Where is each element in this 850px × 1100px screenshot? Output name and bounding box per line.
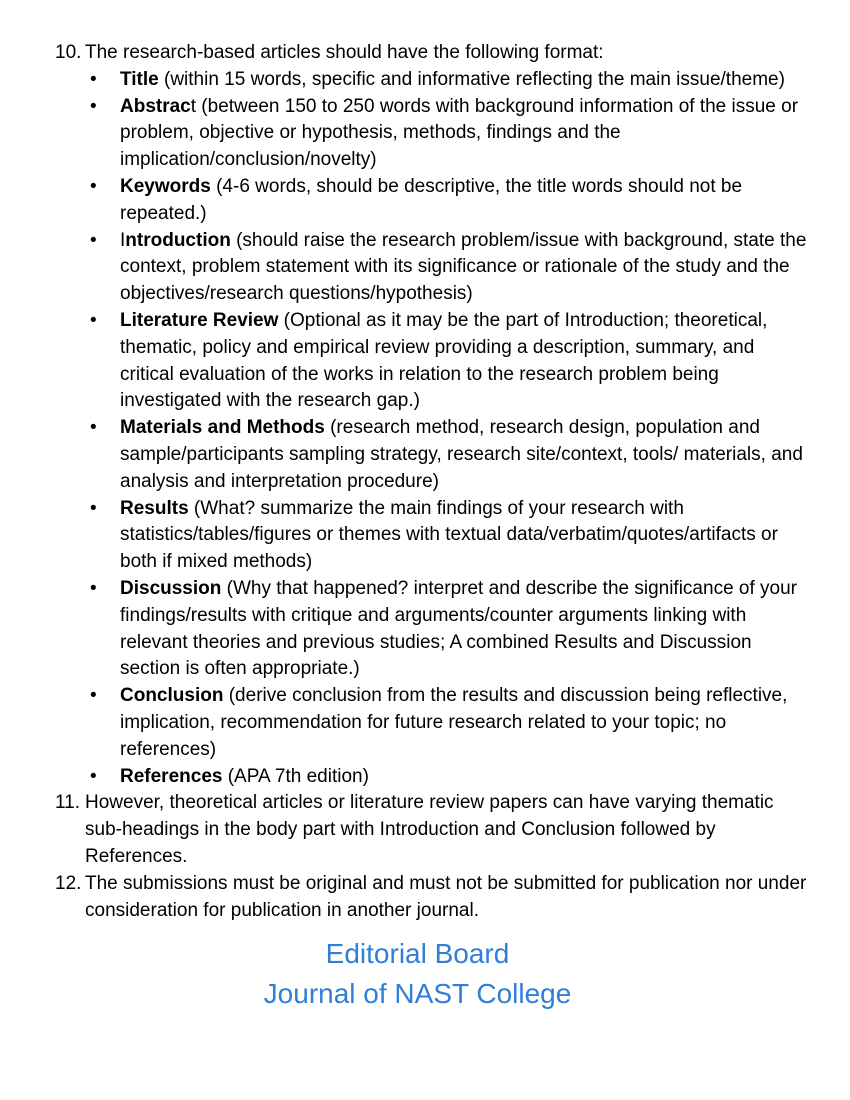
list-item-conclusion: [90, 683, 810, 763]
signature-block: [55, 934, 810, 1014]
section-term: Discussion: [120, 577, 222, 599]
section-desc: (research method, research design, population and sample/participants sampling strategy, research site/context, tools/ materials, and analysis and interpretation procedure): [120, 417, 803, 492]
section-desc: (within 15 words, specific and informative reflecting the main issue/theme): [158, 68, 785, 90]
bullet-icon: •: [90, 765, 97, 787]
bullet-icon: •: [90, 175, 97, 197]
format-sections-list: [55, 67, 810, 791]
list-item-references: [90, 764, 810, 791]
section-term: Materials and Methods: [120, 417, 325, 439]
section-prefix: I: [120, 229, 126, 251]
item-number: 10.: [55, 42, 82, 63]
section-term: Keywords: [120, 175, 211, 197]
section-desc: (What? summarize the main findings of your research with statistics/tables/figures or themes with textual data/verbatim/quotes/artifacts or both if mixed methods): [120, 497, 778, 573]
list-item-introduction: [90, 228, 810, 308]
item-number: 12.: [55, 872, 82, 894]
item-number: 11.: [55, 792, 81, 814]
section-desc: (Why that happened? interpret and describe the significance of your findings/results with critique and arguments/counter arguments linking with relevant theories and previous studies; A combined Results and Discussion section is often appropriate.): [120, 577, 797, 680]
bullet-icon: •: [90, 417, 97, 439]
signature-line-journal-name: Journal of NAST College: [263, 978, 572, 1010]
list-item-keywords: [90, 174, 810, 228]
signature-line-editorial-board: Editorial Board: [325, 938, 510, 970]
section-term: Conclusion: [120, 685, 224, 707]
list-item-title: [90, 67, 810, 94]
bullet-icon: •: [90, 685, 97, 707]
bullet-icon: •: [90, 309, 97, 331]
section-desc: (Optional as it may be the part of Introduction; theoretical, thematic, policy and empirical review providing a description, summary, and critical evaluation of the works in relation to the research problem being investigated with the research gap.): [120, 309, 768, 412]
section-desc: (derive conclusion from the results and discussion being reflective, implication, recommendation for future research related to your topic; no references): [120, 685, 788, 760]
section-term: References: [120, 765, 223, 787]
list-item-discussion: [90, 576, 810, 683]
bullet-icon: •: [90, 577, 97, 599]
section-term: Results: [120, 497, 189, 519]
section-term: Literature Review: [120, 309, 279, 331]
section-desc: t (between 150 to 250 words with background information of the issue or problem, objective or hypothesis, methods, findings and the implication/conclusion/novelty): [120, 95, 799, 171]
list-item-results: [90, 496, 810, 576]
list-item-abstract: [90, 94, 810, 174]
section-term: Title: [120, 68, 159, 90]
item-text: The submissions must be original and must not be submitted for publication nor under consideration for publication in another journal.: [85, 872, 807, 921]
list-item-materials-methods: [90, 415, 810, 495]
item-text: However, theoretical articles or literature review papers can have varying thematic sub-headings in the body part with Introduction and Conclusion followed by References.: [85, 792, 774, 867]
section-desc: (4-6 words, should be descriptive, the title words should not be repeated.): [120, 175, 743, 224]
section-term: Abstrac: [120, 95, 191, 117]
bullet-icon: •: [90, 497, 97, 519]
bullet-icon: •: [90, 229, 97, 251]
item-11: [55, 790, 810, 870]
item-10: [55, 40, 810, 67]
bullet-icon: •: [90, 95, 97, 117]
bullet-icon: •: [90, 68, 97, 90]
item-12: [55, 871, 810, 925]
item-text: The research-based articles should have the following format:: [85, 42, 604, 63]
list-item-literature-review: [90, 308, 810, 415]
section-desc: (should raise the research problem/issue with background, state the context, problem statement with its significance or rationale of the study and the objectives/research questions/hypothesis): [120, 229, 807, 305]
section-desc: (APA 7th edition): [222, 765, 369, 787]
section-term: ntroduction: [125, 229, 231, 251]
